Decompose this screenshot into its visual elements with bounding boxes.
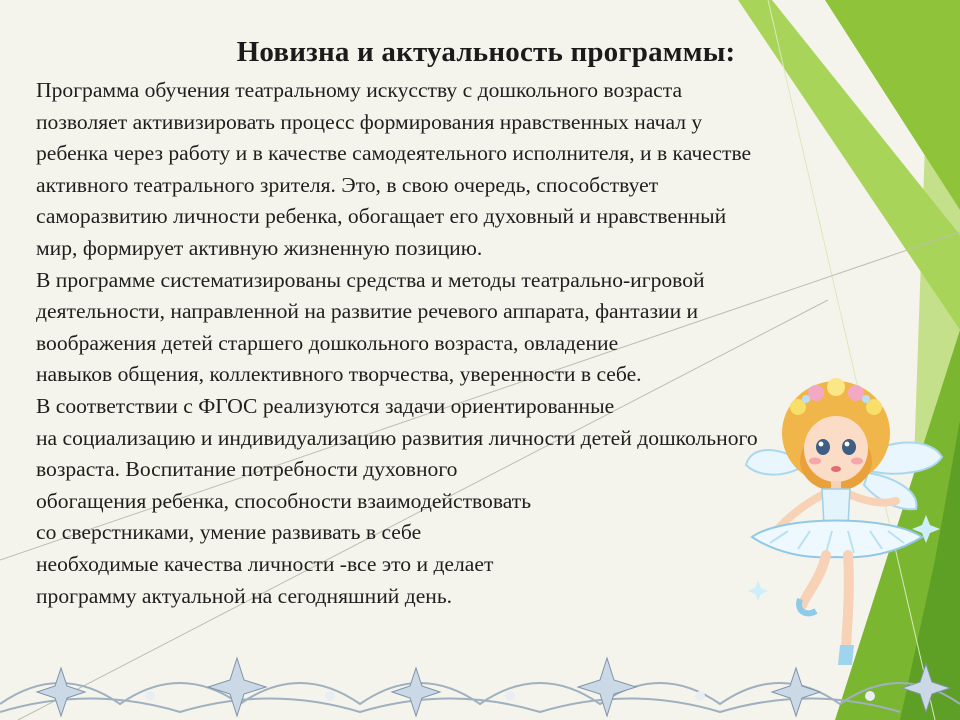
text-line: ребенка через работу и в качестве самодеятельного исполнителя, и в качестве bbox=[36, 141, 752, 166]
text-line: В программе систематизированы средства и методы театрально-игровой bbox=[36, 267, 705, 292]
text-line: на социализацию и индивидуализацию развития личности детей дошкольного bbox=[36, 425, 758, 450]
text-line: возраста. Воспитание потребности духовного bbox=[36, 457, 458, 482]
text-line: необходимые качества личности -все это и делает bbox=[36, 551, 494, 576]
slide-title: Новизна и актуальность программы: bbox=[236, 36, 736, 68]
text-line: активного театрального зрителя. Это, в свою очередь, способствует bbox=[36, 172, 659, 197]
text-line: навыков общения, коллективного творчества, уверенности в себе. bbox=[36, 362, 642, 387]
fairy-ballerina-icon bbox=[736, 365, 951, 675]
text-line: позволяет активизировать процесс формирования нравственных начал у bbox=[36, 109, 703, 134]
snowflake-ornament-icon bbox=[0, 646, 960, 720]
text-line: мир, формирует активную жизненную позицию. bbox=[36, 235, 483, 260]
text-line: деятельности, направленной на развитие речевого аппарата, фантазии и bbox=[36, 299, 699, 324]
text-line: В соответствии с ФГОС реализуются задачи ориентированные bbox=[36, 393, 615, 418]
text-line: Программа обучения театральному искусству с дошкольного возраста bbox=[36, 78, 683, 102]
text-line: обогащения ребенка, способности взаимодействовать bbox=[36, 488, 532, 513]
text-line: воображения детей старшего дошкольного возраста, овладение bbox=[36, 330, 619, 355]
text-line: саморазвитию личности ребенка, обогащает его духовный и нравственный bbox=[36, 204, 727, 229]
text-line: программу актуальной на сегодняшний день. bbox=[36, 583, 453, 608]
text-line: со сверстниками, умение развивать в себе bbox=[36, 520, 422, 545]
